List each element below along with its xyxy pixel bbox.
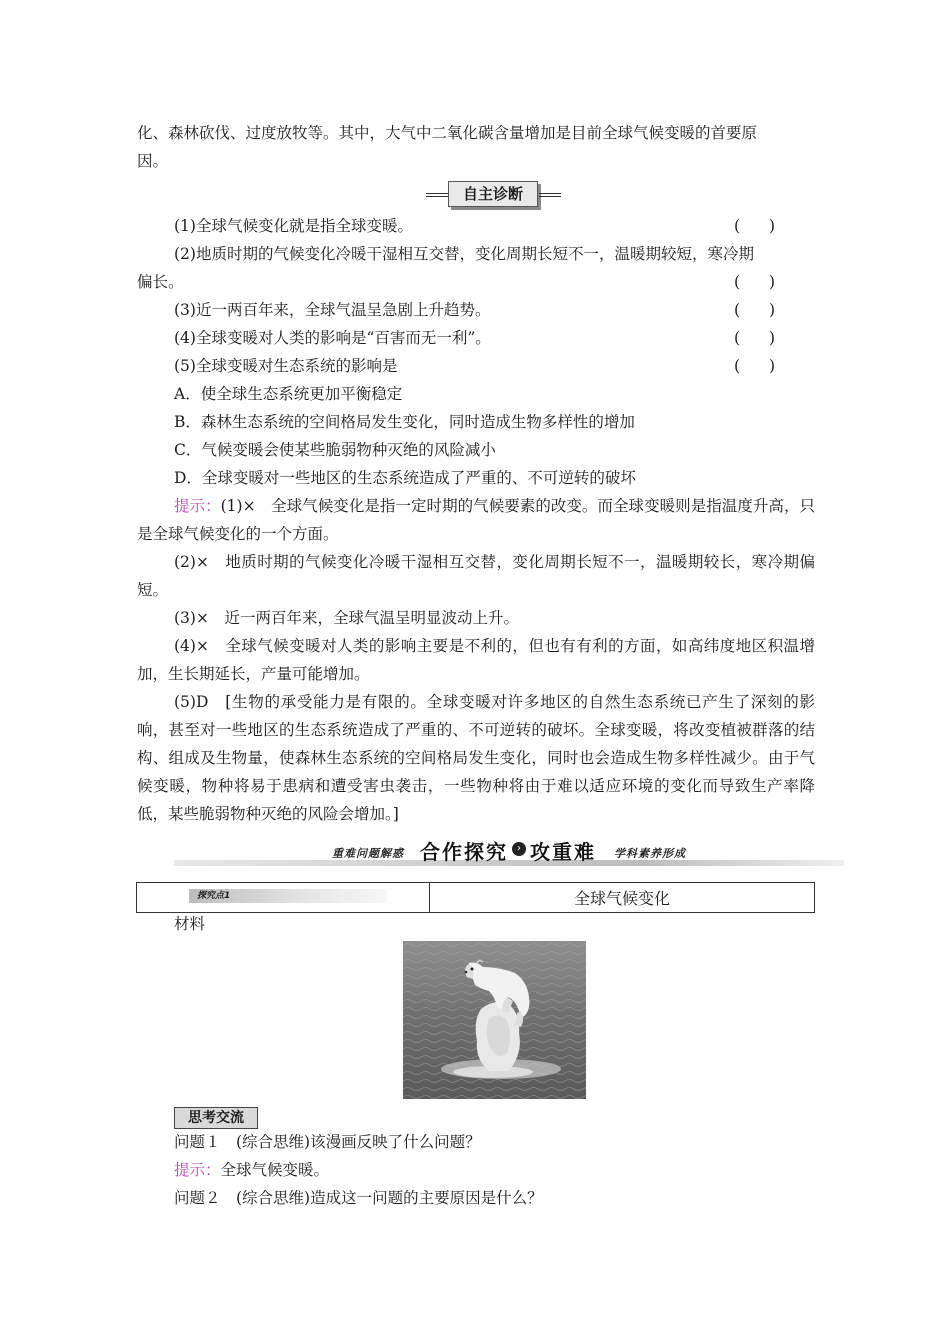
banner-bar (174, 860, 844, 866)
question-text: (3)近一两百年来，全球气温呈急剧上升趋势。 (174, 301, 491, 319)
banner-left-text: 重难问题解惑 (332, 847, 404, 860)
answer-blank: ( ) (733, 329, 787, 347)
material-label: 材料 (174, 915, 206, 933)
heading-rule-right (539, 193, 561, 197)
banner-main-1: 合作探究 (420, 840, 508, 864)
answer-4: (4)× 全球气候变暖对人类的影响主要是不利的，但也有有利的方面，如高纬度地区积温增加，生长期延长，产量可能增加。 (137, 637, 815, 683)
option-d: D．全球变暖对一些地区的生态系统造成了严重的、不可逆转的破坏 (174, 469, 636, 487)
question-text: (2)地质时期的气候变化冷暖干湿相互交替，变化周期长短不一，温暖期较短，寒冷期 (174, 245, 754, 263)
intro-line-2: 因。 (137, 152, 169, 170)
question-text: (5)全球变暖对生态系统的影响是 (174, 357, 398, 375)
tip-label: 提示： (174, 1161, 221, 1179)
polar-bear-photo (403, 941, 586, 1099)
answer-blank: ( ) (733, 301, 787, 319)
answer-1 (137, 492, 815, 548)
answer-text: 全球气候变暖。 (220, 1161, 330, 1179)
polar-bear-image (403, 941, 586, 1099)
question-5 (174, 352, 815, 380)
section-banner (174, 836, 844, 870)
answer-3: (3)× 近一两百年来，全球气温呈明显波动上升。 (174, 609, 519, 627)
self-check-heading (426, 181, 558, 207)
answer-5: (5)D [生物的承受能力是有限的。全球变暖对许多地区的自然生态系统已产生了深刻的影响，甚至对一些地区的生态系统造成了严重的、不可逆转的破坏。全球变暖，将改变植被群落的结构、组成及生物量，使森林生态系统的空间格局发生变化，同时也会造成生物多样性减少。由于气候变暖，物种将易于患病和遭受害虫袭击，一些物种将由于难以适应环境的变化而导致生产率降低，某些脆弱物种灭绝的风险会增加。] (137, 693, 815, 823)
option-b: B．森林生态系统的空间格局发生变化，同时造成生物多样性的增加 (174, 413, 635, 431)
answer-blank: ( ) (733, 273, 787, 291)
question-1 (174, 212, 815, 240)
discussion-tag: 思考交流 (174, 1107, 258, 1129)
answer-text: (1)× 全球气候变化是指一定时期的气候要素的改变。而全球变暖则是指温度升高，只是全球气候变化的一个方面。 (137, 497, 815, 543)
tip-label: 提示： (174, 497, 221, 515)
discussion-question-1: 问题１ (综合思维)该漫画反映了什么问题？ (174, 1133, 481, 1151)
answer-blank: ( ) (733, 357, 787, 375)
topic-badge-cell (137, 883, 430, 913)
intro-line-1: 化、森林砍伐、过度放牧等。其中，大气中二氧化碳含量增加是目前全球气候变暖的首要原 (137, 124, 758, 142)
banner-main-2: 攻重难 (530, 840, 596, 864)
chevron-right-icon: › (512, 842, 526, 856)
heading-rule-left (426, 193, 448, 197)
answer-2: (2)× 地质时期的气候变化冷暖干湿相互交替，变化周期长短不一，温暖期较长，寒冷期偏短。 (137, 553, 815, 599)
option-a: A．使全球生态系统更加平衡稳定 (174, 385, 403, 403)
question-2 (174, 240, 815, 268)
option-c: C．气候变暖会使某些脆弱物种灭绝的风险减小 (174, 441, 496, 459)
self-check-title: 自主诊断 (448, 181, 538, 207)
discussion-question-2: 问题２ (综合思维)造成这一问题的主要原因是什么？ (174, 1189, 543, 1207)
topic-badge: 探究点1 (189, 889, 387, 903)
discussion-answer-1 (174, 1156, 815, 1184)
banner-right-text: 学科素养形成 (614, 847, 686, 860)
question-2-cont (137, 268, 815, 296)
question-text: (4)全球变暖对人类的影响是“百害而无一利”。 (174, 329, 491, 347)
question-4 (174, 324, 815, 352)
topic-table (136, 882, 815, 913)
answer-blank: ( ) (733, 217, 787, 235)
question-text: (1)全球气候变化就是指全球变暖。 (174, 217, 413, 235)
question-3 (174, 296, 815, 324)
topic-title: 全球气候变化 (430, 883, 815, 913)
question-text: 偏长。 (137, 273, 184, 291)
